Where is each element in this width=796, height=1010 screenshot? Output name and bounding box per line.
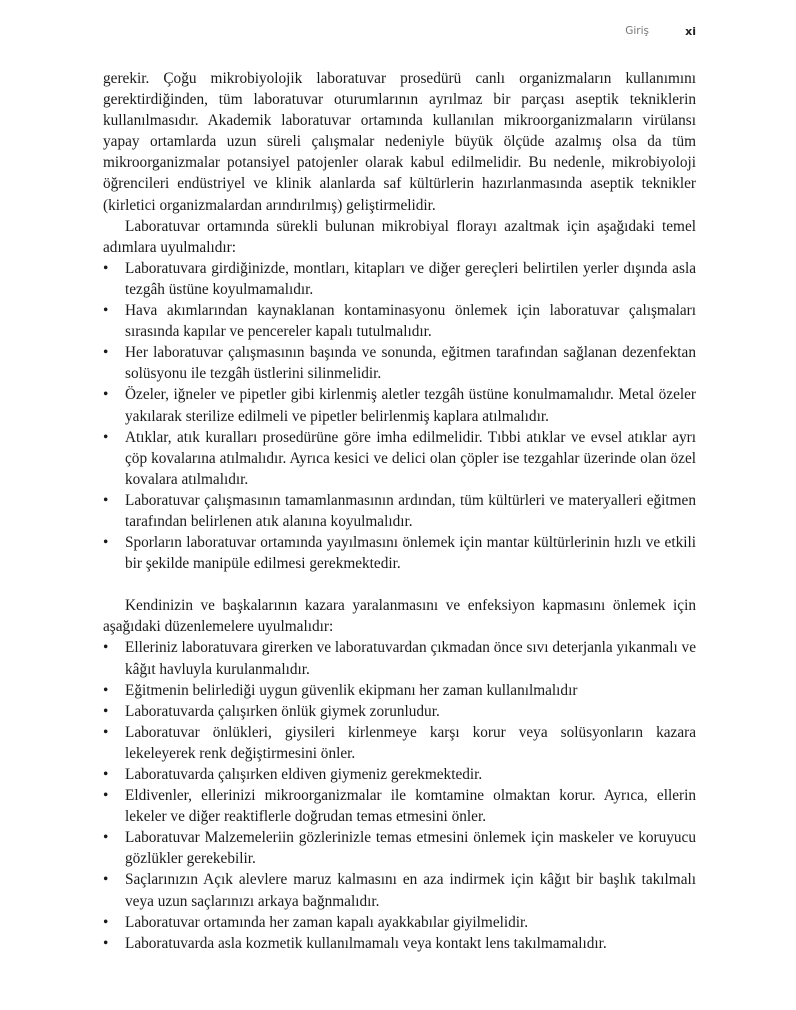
running-title: Giriş — [625, 25, 649, 37]
section2-list — [103, 637, 696, 953]
bullet-icon: • — [103, 639, 109, 657]
list-item: • Laboratuvara girdiğinizde, montları, kitapları ve diğer gereçleri belirtilen yerler dışında asla tezgâh üstüne koyulmamalıdır. — [103, 259, 696, 298]
list-item: • Saçlarınızın Açık alevlere maruz kalmasını en aza indirmek için kâğıt bir başlık takılmalı veya uzun saçlarınızı arkaya bağnmalıdır. — [103, 871, 696, 910]
section1-list — [103, 258, 696, 574]
bullet-icon: • — [103, 766, 109, 783]
bullet-icon: • — [103, 787, 109, 805]
list-item: • Laboratuvarda asla kozmetik kullanılmamalı veya kontakt lens takılmamalıdır. — [103, 933, 696, 954]
list-item: • Atıklar, atık kuralları prosedürüne göre imha edilmelidir. Tıbbi atıklar ve evsel atıklar ayrı çöp kovalarına atılmalıdır. Ayrıca kesici ve delici olan çöpler ise tezgahlar üzerinde olan özel kovalara atılmalıdır. — [103, 428, 696, 488]
list-item: • Laboratuvar önlükleri, giysileri kirlenmeye karşı korur veya solüsyonların kazara lekeleyerek renk değiştirmesini önler. — [103, 723, 696, 762]
list-item: • Laboratuvarda çalışırken eldiven giymeniz gerekmektedir. — [103, 764, 696, 785]
page-number: xi — [685, 25, 696, 38]
bullet-icon: • — [103, 259, 109, 277]
list-item: • Laboratuvar Malzemeleriin gözlerinizle temas etmesini önlemek için maskeler ve koruyucu gözlükler gerekebilir. — [103, 829, 696, 868]
list-item: • Laboratuvarda çalışırken önlük giymek zorunludur. — [103, 701, 696, 722]
bullet-icon: • — [103, 386, 109, 404]
list-item: • Sporların laboratuvar ortamında yayılmasını önlemek için mantar kültürlerinin hızlı ve etkili bir şekilde manipüle edilmesi gerekmektedir. — [103, 534, 696, 573]
bullet-icon: • — [103, 829, 109, 847]
bullet-icon: • — [103, 428, 109, 446]
page-header — [0, 25, 696, 41]
list-item: • Her laboratuvar çalışmasının başında ve sonunda, eğitmen tarafından sağlanan dezenfektan solüsyonu ile tezgâh üstlerini silinmelidir. — [103, 344, 696, 383]
list-item: • Laboratuvar çalışmasının tamamlanmasının ardından, tüm kültürleri ve materyalleri eğitmen tarafından belirlenen atık alanına koyulmalıdır. — [103, 491, 696, 530]
bullet-icon: • — [103, 934, 109, 952]
bullet-icon: • — [103, 702, 109, 720]
bullet-icon: • — [103, 681, 109, 699]
bullet-icon: • — [103, 534, 109, 552]
list-item: • Hava akımlarından kaynaklanan kontaminasyonu önlemek için laboratuvar çalışmaları sırasında kapılar ve pencereler kapalı tutulmalıdır. — [103, 302, 696, 341]
intro-paragraph: gerekir. Çoğu mikrobiyolojik laboratuvar prosedürü canlı organizmaların kullanımını gerektirdiğinden, tüm laboratuvar oturumlarının ayrılmaz bir parçası aseptik tekniklerin kullanılmasıdır. Akademik laboratuvar ortamında kullanılan mikroorganizmaların virülansı yapay ortamlarda uzun süreli çalışmalar nedeniyle büyük ölçüde azalmış olsa da tüm mikroorganizmalar potansiyel patojenler olarak kabul edilmelidir. Bu nedenle, mikrobiyoloji öğrencileri endüstriyel ve klinik alanlarda saf kültürlerin hazırlanmasında aseptik teknikler (kirletici organizmalardan arındırılmış) geliştirmelidir. — [103, 70, 696, 214]
section2-intro: Kendinizin ve başkalarının kazara yaralanmasını ve enfeksiyon kapmasını önlemek için aşağıdaki düzenlemelere uyulmalıdır: — [103, 597, 696, 636]
section1-intro: Laboratuvar ortamında sürekli bulunan mikrobiyal florayı azaltmak için aşağıdaki temel adımlara uyulmalıdır: — [103, 217, 696, 256]
list-item: • Eğitmenin belirlediği uygun güvenlik ekipmanı her zaman kullanılmalıdır — [103, 680, 696, 701]
bullet-icon: • — [103, 344, 109, 362]
bullet-icon: • — [103, 871, 109, 889]
bullet-icon: • — [103, 723, 109, 741]
list-item: • Laboratuvar ortamında her zaman kapalı ayakkabılar giyilmelidir. — [103, 912, 696, 933]
section-spacer — [103, 574, 696, 595]
page-body — [103, 68, 696, 954]
bullet-icon: • — [103, 491, 109, 509]
list-item: • Özeler, iğneler ve pipetler gibi kirlenmiş aletler tezgâh üstüne konulmamalıdır. Metal özeler yakılarak sterilize edilmeli ve pipetler belirlenmiş kaplara atılmalıdır. — [103, 386, 696, 425]
list-item: • Eldivenler, ellerinizi mikroorganizmalar ile komtamine olmaktan korur. Ayrıca, ellerin lekeler ve diğer reaktiflerle doğrudan temas etmesini önler. — [103, 787, 696, 826]
list-item: • Elleriniz laboratuvara girerken ve laboratuvardan çıkmadan önce sıvı deterjanla yıkanmalı ve kâğıt havluyla kurulanmalıdır. — [103, 639, 696, 678]
bullet-icon: • — [103, 913, 109, 931]
bullet-icon: • — [103, 302, 109, 320]
